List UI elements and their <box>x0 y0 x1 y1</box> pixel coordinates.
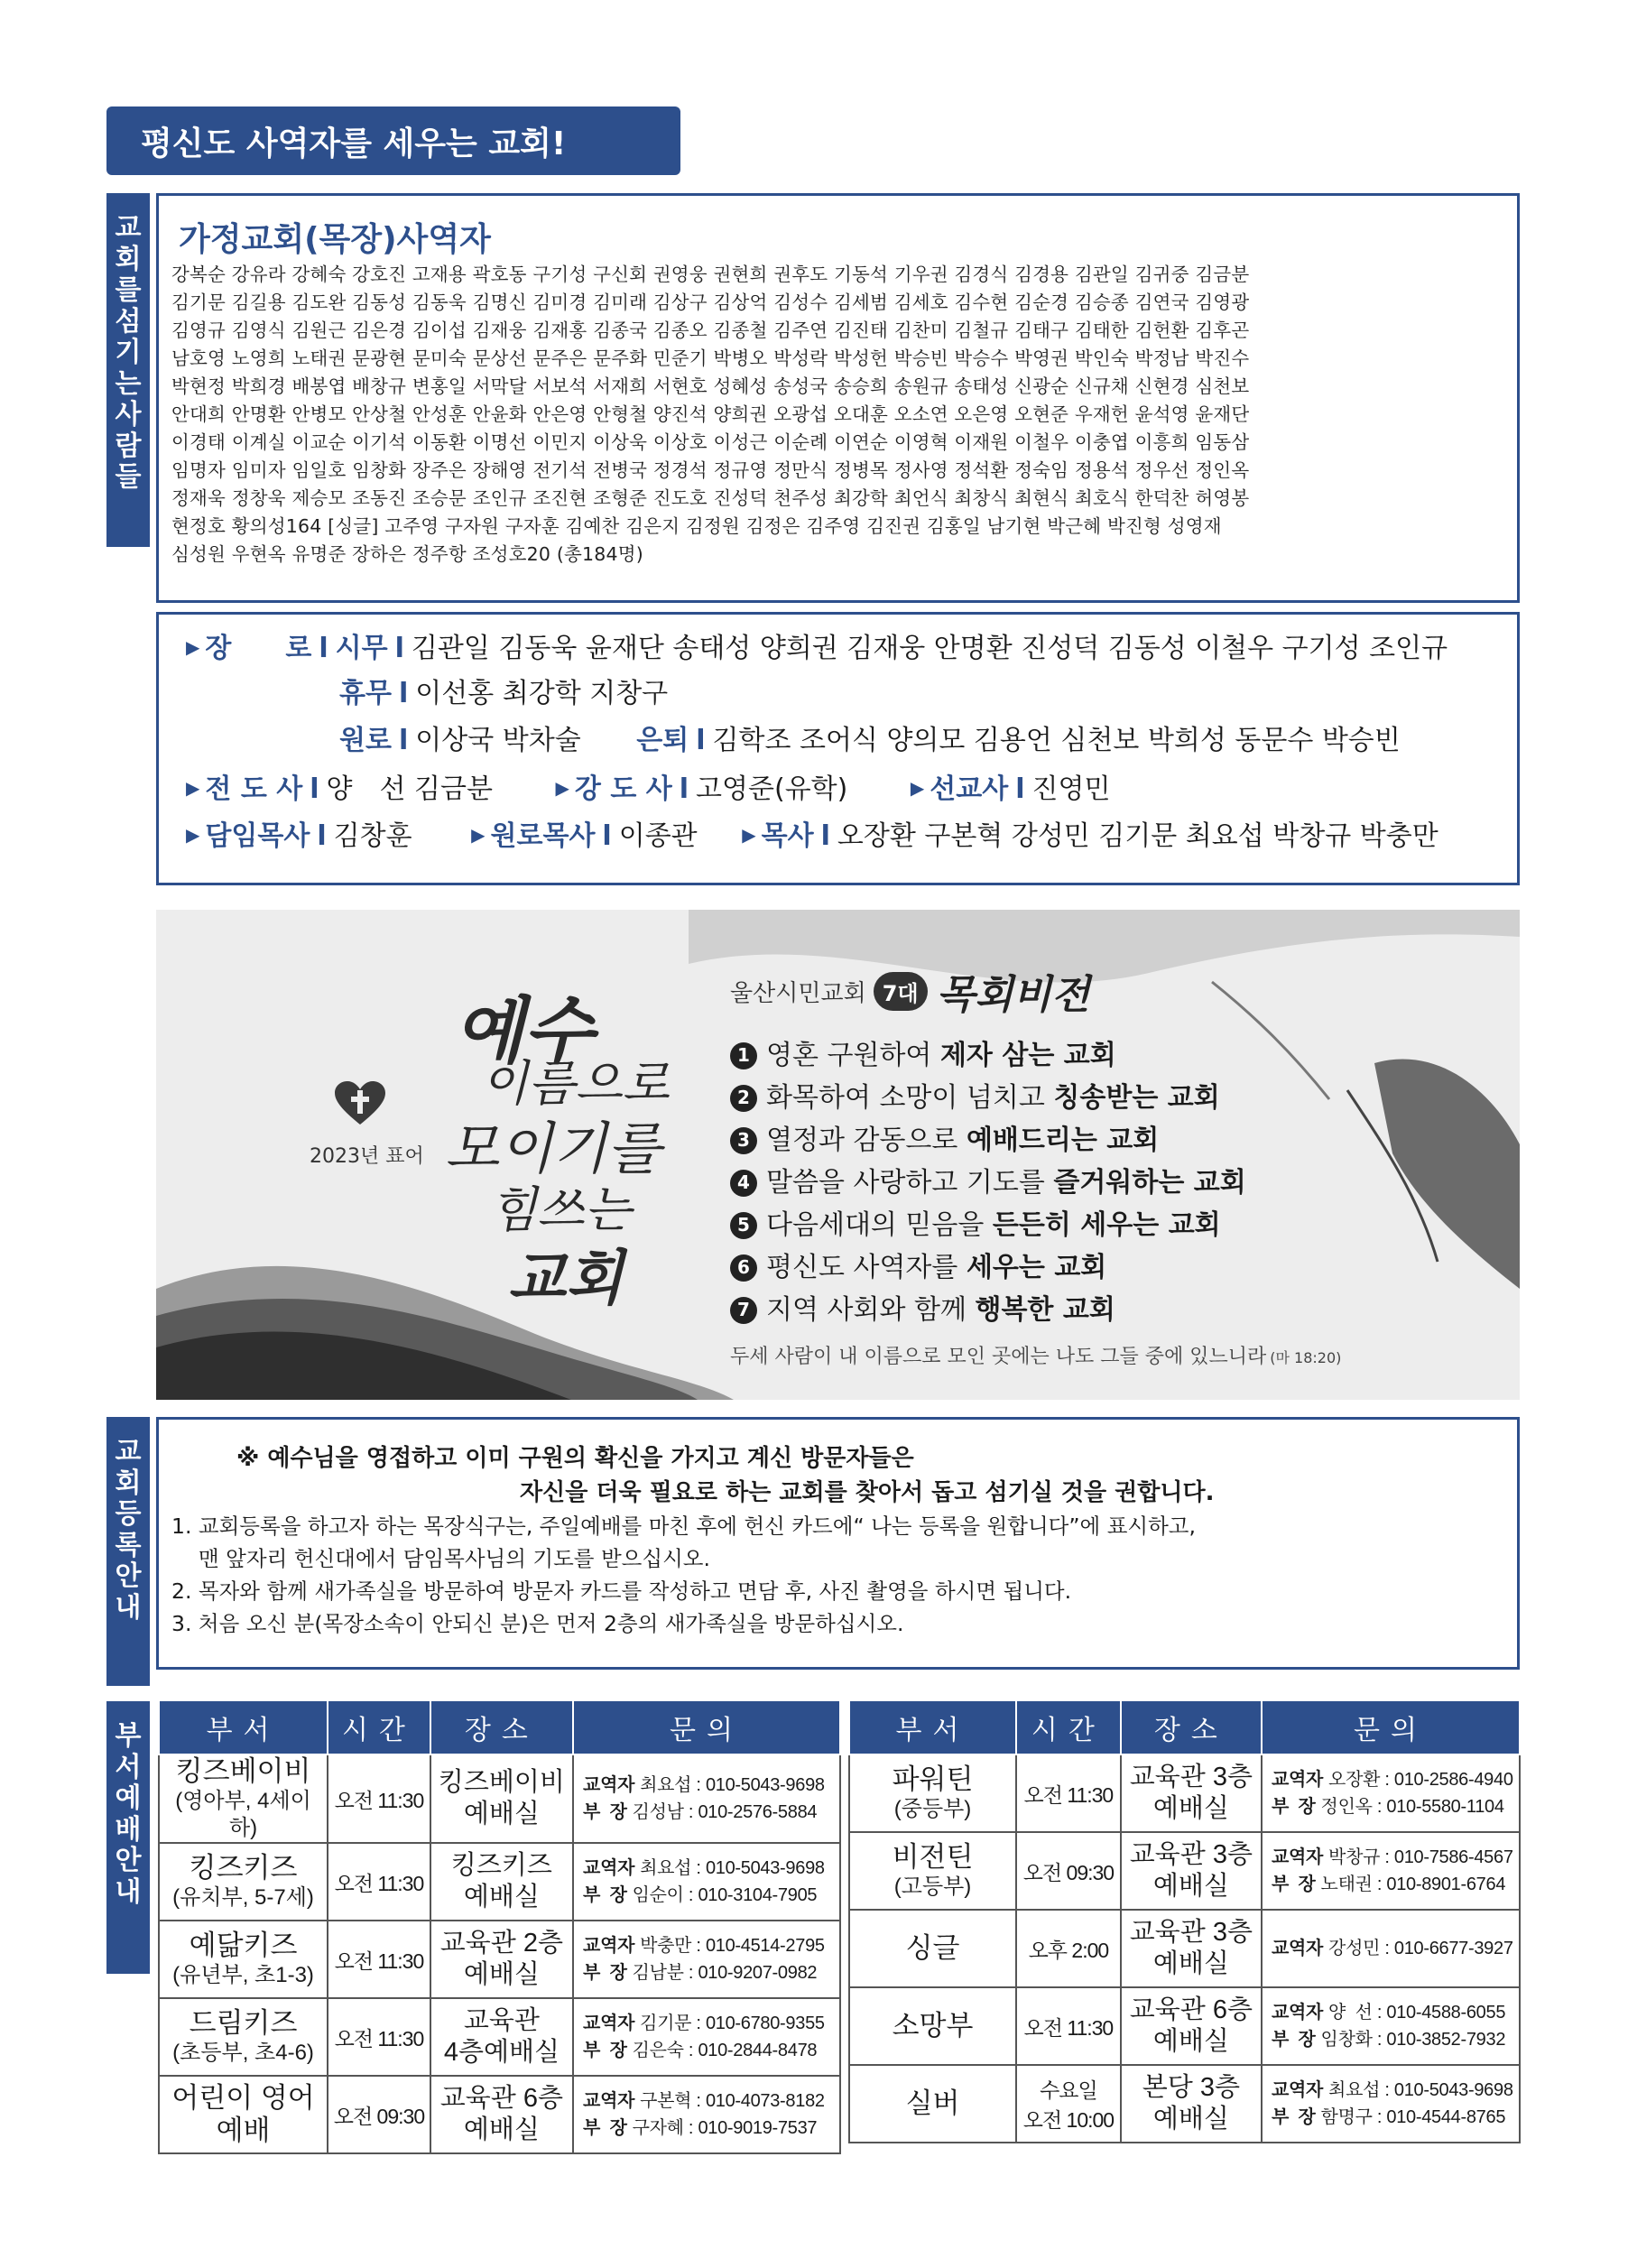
motto-word-4: 힘쓰는 <box>490 1181 632 1238</box>
dept-place-cell <box>1121 1832 1262 1910</box>
page-title: 평신도 사역자를 세우는 교회! <box>106 106 680 175</box>
dept-place-1: 교육관 6층 <box>439 2084 564 2113</box>
contact-line-1 <box>583 1855 836 1882</box>
table-header-row <box>849 1701 1520 1754</box>
table-row <box>849 1910 1520 1987</box>
dept-name: 예닮키즈 <box>189 1930 298 1961</box>
contact-role: 교역자 <box>1271 2003 1324 2023</box>
dept-place-cell <box>1121 1987 1262 2065</box>
contact-line-2 <box>1272 1793 1515 1820</box>
side-tab-char: 배 <box>115 1813 142 1846</box>
vision-text: 말씀을 사랑하고 기도를 <box>766 1167 1054 1199</box>
ministers-row: ▶ 전 도 사 l 양 선 김금분 ▶ 강 도 사 l 고영준(유학) ▶ 선교사 l 진영민 <box>186 773 1111 805</box>
dept-place-1: 교육관 3층 <box>1129 1840 1253 1869</box>
dept-name: 파워틴 <box>892 1763 974 1795</box>
dept-contact-cell <box>573 1998 840 2076</box>
contact-role: 부 장 <box>1271 1875 1316 1894</box>
dept-time-cell <box>328 2076 430 2153</box>
table-row <box>159 1843 840 1921</box>
vision-text-bold: 든든히 세우는 교회 <box>992 1209 1221 1241</box>
contact-role: 교역자 <box>1271 2080 1324 2100</box>
table-row <box>849 1754 1520 1832</box>
contact-value: 김은숙 : 010-2844-8478 <box>632 2041 818 2060</box>
side-tab-char: 서 <box>115 1751 142 1783</box>
contact-line-1 <box>583 1772 836 1799</box>
dept-contact-cell <box>573 2076 840 2153</box>
dept-contact-cell <box>1262 1832 1520 1910</box>
dept-contact-cell <box>1262 1910 1520 1987</box>
table-header-row <box>159 1701 840 1754</box>
side-tab-char: 사 <box>115 399 142 430</box>
dept-place-cell <box>430 1754 573 1843</box>
vision-item <box>730 1289 1470 1331</box>
motto-word-3: 모이기를 <box>445 1115 661 1181</box>
vision-text: 화목하여 소망이 넘치고 <box>766 1082 1054 1114</box>
servants-box <box>156 193 1520 603</box>
dept-time-cell <box>1016 1987 1121 2065</box>
dept-name-cell <box>849 1910 1016 1987</box>
dept-time-2: 오전 10:00 <box>1022 2108 1115 2132</box>
dept-time: 오전 09:30 <box>333 2104 425 2128</box>
contact-line-2 <box>1272 1871 1515 1898</box>
vision-item <box>730 1162 1470 1204</box>
triangle-icon: ▶ <box>471 824 486 846</box>
vision-text-bold: 제자 삼는 교회 <box>939 1040 1116 1071</box>
dept-time-cell <box>328 1921 430 1998</box>
departments-side-tab <box>106 1701 150 1974</box>
vision-item <box>730 1204 1470 1246</box>
dept-contact-cell <box>573 1754 840 1843</box>
elders-active-row: ▶ 장 로 l 시무 l 김관일 김동욱 윤재단 송태성 양희권 김재웅 안명환 진성덕 김동성 이철우 구기성 조인규 <box>186 633 1448 664</box>
dept-place-1: 교육관 <box>463 2006 540 2035</box>
dept-name-cell <box>849 2065 1016 2143</box>
contact-role: 교역자 <box>583 1936 635 1956</box>
dept-place-cell <box>1121 1754 1262 1832</box>
names-line: 김영규 김영식 김원근 김은경 김이섭 김재웅 김재홍 김종국 김종오 김종철 김주연 김진태 김찬미 김철규 김태구 김태한 김헌환 김후곤 <box>171 319 1250 341</box>
vision-number-badge: 4 <box>730 1170 757 1197</box>
table-row <box>159 1921 840 1998</box>
side-tab-char: 록 <box>115 1529 142 1561</box>
names-line: 안대희 안명환 안병모 안상철 안성훈 안윤화 안은영 안형철 양진석 양희권 오광섭 오대훈 오소연 오은영 오현준 우재헌 윤석영 윤재단 <box>171 403 1250 425</box>
contact-value: 최요섭 : 010-5043-9698 <box>1328 2080 1513 2100</box>
contact-line-2 <box>583 1959 836 1986</box>
header-time: 시간 <box>328 1701 430 1754</box>
table-row <box>159 2076 840 2153</box>
dept-place-2: 예배실 <box>1152 1872 1229 1901</box>
dept-place-2: 예배실 <box>463 1800 540 1828</box>
contact-value: 김기문 : 010-6780-9355 <box>640 2013 825 2033</box>
registration-item-2: 2. 목자와 함께 새가족실을 방문하여 방문자 카드를 작성하고 면담 후, 사진 촬영을 하시면 됩니다. <box>171 1578 1072 1604</box>
contact-value: 임창화 : 010-3852-7932 <box>1320 2030 1506 2050</box>
table-row <box>849 2065 1520 2143</box>
elders-leave-row: 휴무 l 이선홍 최강학 지창구 <box>339 678 669 709</box>
contact-role: 부 장 <box>1271 2030 1316 2050</box>
dept-sub: (영아부, 4세이하) <box>175 1789 311 1840</box>
dept-place-2: 예배실 <box>1152 1794 1229 1823</box>
dept-time-cell <box>1016 1910 1121 1987</box>
registration-heading-2: 자신을 더욱 필요로 하는 교회를 찾아서 돕고 섬기실 것을 권합니다. <box>520 1479 1215 1506</box>
dept-time: 오후 2:00 <box>1028 1938 1109 1962</box>
vision-text: 지역 사회와 함께 <box>766 1294 976 1326</box>
departments-table-right <box>848 1701 1521 2143</box>
contact-value: 김남분 : 010-9207-0982 <box>632 1963 818 1983</box>
side-tab-char: 섬 <box>115 305 142 338</box>
contact-line-1 <box>1272 1766 1515 1793</box>
side-tab-char: 들 <box>115 461 142 493</box>
side-tab-char: 예 <box>115 1782 142 1814</box>
contact-role: 교역자 <box>1271 1770 1324 1790</box>
header-dept: 부서 <box>159 1701 328 1754</box>
names-line: 김기문 김길용 김도완 김동성 김동욱 김명신 김미경 김미래 김상구 김상억 김성수 김세범 김세호 김수현 김순경 김승종 김연국 김영광 <box>171 292 1250 313</box>
dept-time: 오전 11:30 <box>334 1788 424 1812</box>
names-line: 박현정 박희경 배봉엽 배창규 변홍일 서막달 서보석 서재희 서현호 성혜성 송성국 송승희 송원규 송태성 신광순 신규채 신현경 심천보 <box>171 375 1250 397</box>
dept-place-1: 킹즈키즈 <box>450 1851 552 1880</box>
vision-text-bold: 행복한 교회 <box>975 1294 1115 1326</box>
contact-role: 부 장 <box>583 2041 627 2060</box>
dept-name: 비전틴 <box>892 1841 974 1873</box>
dept-time-cell <box>328 1998 430 2076</box>
vision-item <box>730 1119 1470 1162</box>
registration-item-1a: 1. 교회등록을 하고자 하는 목장식구는, 주일예배를 마친 후에 헌신 카드에“ 나는 등록을 원합니다”에 표시하고, <box>171 1514 1196 1539</box>
vision-number-badge: 1 <box>730 1042 757 1069</box>
dept-name: 킹즈키즈 <box>189 1852 298 1884</box>
motto-word-2: 이름으로 <box>481 1055 670 1112</box>
triangle-icon: ▶ <box>186 636 200 658</box>
contact-value: 함명구 : 010-4544-8765 <box>1320 2107 1506 2127</box>
side-tab-char: 를 <box>115 274 142 306</box>
contact-line-1 <box>583 1932 836 1959</box>
contact-line-2 <box>1272 2026 1515 2053</box>
registration-side-tab <box>106 1417 150 1686</box>
dept-place-1: 교육관 2층 <box>439 1929 564 1958</box>
dept-place-2: 4층예배실 <box>443 2038 560 2067</box>
registration-item-1b: 맨 앞자리 헌신대에서 담임목사님의 기도를 받으십시오. <box>199 1546 710 1571</box>
dept-place-cell <box>430 2076 573 2153</box>
vision-text: 영혼 구원하여 <box>766 1040 940 1071</box>
dept-contact-cell <box>573 1843 840 1921</box>
dept-time-cell <box>1016 1754 1121 1832</box>
dept-name-cell <box>849 1754 1016 1832</box>
dept-name-cell <box>159 2076 328 2153</box>
pastors-row: ▶ 담임목사 l 김창훈 ▶ 원로목사 l 이종관 ▶ 목사 l 오장환 구본혁 강성민 김기문 최요섭 박창규 박충만 <box>186 820 1438 852</box>
dept-time-cell <box>328 1754 430 1843</box>
header-contact: 문의 <box>1262 1701 1520 1754</box>
dept-time: 수요일 <box>1040 2078 1097 2102</box>
contact-value: 구자혜 : 010-9019-7537 <box>632 2118 818 2138</box>
dept-sub: (유년부, 초1-3) <box>172 1963 314 1987</box>
side-tab-char: 기 <box>115 337 142 368</box>
contact-role: 부 장 <box>583 1963 627 1983</box>
vision-number-badge: 5 <box>730 1212 757 1239</box>
vision-list <box>730 1034 1470 1331</box>
contact-value: 최요섭 : 010-5043-9698 <box>640 1858 825 1878</box>
dept-name-cell <box>849 1987 1016 2065</box>
dept-time: 오전 11:30 <box>334 1949 424 1973</box>
triangle-icon: ▶ <box>742 824 756 846</box>
dept-sub: (초등부, 초4-6) <box>172 2041 314 2065</box>
dept-name-cell <box>159 1843 328 1921</box>
dept-name: 드림키즈 <box>189 2007 298 2039</box>
dept-name: 실버 <box>905 2087 960 2119</box>
contact-line-2 <box>583 2115 836 2142</box>
triangle-icon: ▶ <box>186 777 200 799</box>
triangle-icon: ▶ <box>910 777 925 799</box>
vision-number-badge: 3 <box>730 1127 757 1154</box>
elders-box <box>156 612 1520 885</box>
contact-value: 임순이 : 010-3104-7905 <box>632 1885 818 1905</box>
contact-line-1 <box>583 2010 836 2037</box>
dept-place-1: 교육관 6층 <box>1129 1995 1253 2024</box>
departments-table-left <box>158 1701 841 2154</box>
contact-role: 부 장 <box>583 1885 627 1905</box>
dept-place-1: 킹즈베이비 <box>438 1768 565 1797</box>
dept-place-cell <box>430 1921 573 1998</box>
dept-place-2: 예배실 <box>463 1883 540 1912</box>
vision-item <box>730 1077 1470 1119</box>
vision-text: 평신도 사역자를 <box>766 1252 967 1283</box>
dept-time-cell <box>1016 2065 1121 2143</box>
dept-name: 킹즈베이비 <box>175 1755 311 1787</box>
side-tab-char: 부 <box>115 1720 142 1752</box>
dept-place-cell <box>430 1843 573 1921</box>
contact-value: 정인옥 : 010-5580-1104 <box>1320 1797 1504 1817</box>
contact-role: 부 장 <box>1271 2107 1316 2127</box>
contact-line-2 <box>583 1799 836 1826</box>
vision-text: 다음세대의 믿음을 <box>766 1209 993 1241</box>
dept-time-cell <box>328 1843 430 1921</box>
contact-value: 박충만 : 010-4514-2795 <box>640 1936 825 1956</box>
dept-place-cell <box>430 1998 573 2076</box>
contact-line-2 <box>583 2037 836 2064</box>
dept-contact-cell <box>573 1921 840 1998</box>
header-time: 시간 <box>1016 1701 1121 1754</box>
names-line: 심성원 우현옥 유명준 장하은 정주항 조성호20 (총184명) <box>171 543 643 565</box>
names-line: 임명자 임미자 임일호 임창화 장주은 장해영 전기석 전병국 정경석 정규영 정만식 정병목 정사영 정석환 정숙임 정용석 정우선 정인옥 <box>171 459 1250 481</box>
dept-name-cell <box>159 1754 328 1843</box>
contact-value: 양 선 : 010-4588-6055 <box>1328 2003 1506 2023</box>
table-row <box>849 1832 1520 1910</box>
contact-value: 노태권 : 010-8901-6764 <box>1320 1875 1506 1894</box>
heart-cross-icon <box>335 1081 385 1126</box>
contact-line-1 <box>1272 1844 1515 1871</box>
registration-box <box>156 1417 1520 1670</box>
dept-contact-cell <box>1262 1987 1520 2065</box>
names-line: 현정호 황의성164 [싱글] 고주영 구자원 구자훈 김예찬 김은지 김정원 김정은 김주영 김진권 김홍일 남기현 박근혜 박진형 성영재 <box>171 515 1222 537</box>
contact-line-2 <box>583 1882 836 1909</box>
vision-item <box>730 1246 1470 1289</box>
vision-number-badge: 6 <box>730 1254 757 1282</box>
vision-number-badge: 2 <box>730 1085 757 1112</box>
dept-place-cell <box>1121 2065 1262 2143</box>
registration-item-3: 3. 처음 오신 분(목장소속이 안되신 분)은 먼저 2층의 새가족실을 방문하십시오. <box>171 1611 904 1636</box>
dept-place-2: 예배실 <box>1152 1949 1229 1978</box>
side-tab-char: 교 <box>115 1436 142 1467</box>
names-line: 정재욱 정창욱 제승모 조동진 조승문 조인규 조진현 조형준 진도호 진성덕 천주성 최강학 최언식 최창식 최현식 최호식 한덕찬 허영봉 <box>171 487 1250 509</box>
vision-text-bold: 예배드리는 교회 <box>966 1125 1160 1156</box>
names-line: 남호영 노영희 노태권 문광현 문미숙 문상선 문주은 문주화 민준기 박병오 박성락 박성헌 박승빈 박승수 박영권 박인숙 박정남 박진수 <box>171 347 1250 369</box>
dept-sub: (중등부) <box>893 1797 972 1821</box>
contact-role: 교역자 <box>583 1858 635 1878</box>
contact-value: 오장환 : 010-2586-4940 <box>1328 1770 1513 1790</box>
contact-value: 최요섭 : 010-5043-9698 <box>640 1775 825 1795</box>
vision-number-badge: 7 <box>730 1297 757 1324</box>
year-motto-label: 2023년 표어 <box>310 1145 424 1168</box>
vision-text: 열정과 감동으로 <box>766 1125 967 1156</box>
vision-banner <box>156 910 1520 1400</box>
dept-name: 어린이 영어예배 <box>171 2082 315 2146</box>
side-tab-char: 교 <box>115 212 142 244</box>
vision-heading: 울산시민교회 7대 목회비전 <box>730 972 1090 1018</box>
contact-role: 교역자 <box>583 2013 635 2033</box>
vision-item <box>730 1034 1470 1077</box>
contact-role: 교역자 <box>1271 1847 1324 1867</box>
contact-value: 김성남 : 010-2576-5884 <box>632 1802 818 1822</box>
dept-place-1: 교육관 3층 <box>1129 1918 1253 1947</box>
dept-name: 싱글 <box>905 1932 960 1964</box>
contact-line-1 <box>1272 1935 1515 1962</box>
motto-word-1: 예수 <box>454 988 594 1073</box>
dept-time: 오전 11:30 <box>1023 1782 1114 1807</box>
contact-role: 교역자 <box>1271 1939 1324 1958</box>
contact-value: 구본혁 : 010-4073-8182 <box>640 2091 825 2111</box>
servants-side-tab <box>106 193 150 547</box>
workers-names <box>171 261 1516 569</box>
dept-name: 소망부 <box>892 2010 974 2041</box>
names-line: 이경태 이계실 이교순 이기석 이동환 이명선 이민지 이상욱 이상호 이성근 이순례 이연순 이영혁 이재원 이철우 이충엽 이흥희 임동삼 <box>171 431 1250 453</box>
side-tab-char: 안 <box>115 1560 142 1592</box>
table-row <box>849 1987 1520 2065</box>
side-tab-char: 등 <box>115 1498 142 1530</box>
motto-word-5: 교회 <box>508 1243 624 1313</box>
side-tab-char: 회 <box>115 1467 142 1499</box>
dept-place-2: 예배실 <box>463 2115 540 2144</box>
dept-place-1: 본당 3층 <box>1142 2073 1240 2102</box>
header-place: 장소 <box>430 1701 573 1754</box>
contact-line-2 <box>1272 2104 1515 2131</box>
side-tab-char: 내 <box>115 1875 142 1908</box>
dept-contact-cell <box>1262 1754 1520 1832</box>
contact-role: 부 장 <box>1271 1797 1316 1817</box>
contact-line-1 <box>1272 1999 1515 2026</box>
generation-badge: 7대 <box>874 972 928 1011</box>
dept-place-2: 예배실 <box>1152 2105 1229 2134</box>
table-row <box>159 1754 840 1843</box>
dept-name-cell <box>849 1832 1016 1910</box>
vision-text-bold: 즐거워하는 교회 <box>1053 1167 1246 1199</box>
dept-sub: (고등부) <box>893 1875 972 1899</box>
triangle-icon: ▶ <box>555 777 569 799</box>
dept-time-cell <box>1016 1832 1121 1910</box>
contact-line-1 <box>1272 2077 1515 2104</box>
dept-place-2: 예배실 <box>463 1960 540 1989</box>
dept-sub: (유치부, 5-7세) <box>172 1885 314 1910</box>
contact-line-1 <box>583 2087 836 2115</box>
contact-role: 부 장 <box>583 2118 627 2138</box>
vision-text-bold: 세우는 교회 <box>966 1252 1107 1283</box>
dept-place-2: 예배실 <box>1152 2027 1229 2056</box>
contact-role: 교역자 <box>583 1775 635 1795</box>
registration-heading-1: ※ 예수님을 영접하고 이미 구원의 확신을 가지고 계신 방문자들은 <box>236 1445 914 1472</box>
vision-text-bold: 칭송받는 교회 <box>1053 1082 1220 1114</box>
dept-name-cell <box>159 1921 328 1998</box>
contact-value: 박창규 : 010-7586-4567 <box>1328 1847 1513 1867</box>
workers-title: 가정교회(목장)사역자 <box>179 221 491 258</box>
contact-value: 강성민 : 010-6677-3927 <box>1328 1939 1513 1958</box>
table-row <box>159 1998 840 2076</box>
side-tab-char: 람 <box>115 430 142 462</box>
side-tab-char: 안 <box>115 1845 142 1876</box>
header-contact: 문의 <box>573 1701 840 1754</box>
elders-emeritus-row: 원로 l 이상국 박차술 은퇴 l 김학조 조어식 양의모 김용언 심천보 박희성 동문수 박승빈 <box>339 725 1401 756</box>
dept-time: 오전 11:30 <box>1023 2015 1114 2040</box>
header-dept: 부서 <box>849 1701 1016 1754</box>
side-tab-char: 는 <box>115 367 142 400</box>
names-line: 강복순 강유라 강혜숙 강호진 고재용 곽호동 구기성 구신회 권영웅 권현희 권후도 기동석 기우권 김경식 김경용 김관일 김귀중 김금분 <box>171 264 1250 285</box>
dept-time: 오전 11:30 <box>334 2026 424 2050</box>
dept-place-cell <box>1121 1910 1262 1987</box>
contact-role: 교역자 <box>583 2091 635 2111</box>
header-place: 장소 <box>1121 1701 1262 1754</box>
dept-place-1: 교육관 3층 <box>1129 1763 1253 1791</box>
side-tab-char: 내 <box>115 1591 142 1624</box>
dept-name-cell <box>159 1998 328 2076</box>
dept-time: 오전 11:30 <box>334 1871 424 1895</box>
dept-contact-cell <box>1262 2065 1520 2143</box>
triangle-icon: ▶ <box>186 824 200 846</box>
dept-time: 오전 09:30 <box>1022 1860 1115 1884</box>
bible-verse: 두세 사람이 내 이름으로 모인 곳에는 나도 그들 중에 있느니라 (마 18:20) <box>730 1346 1342 1368</box>
contact-role: 부 장 <box>583 1802 627 1822</box>
side-tab-char: 회 <box>115 243 142 275</box>
